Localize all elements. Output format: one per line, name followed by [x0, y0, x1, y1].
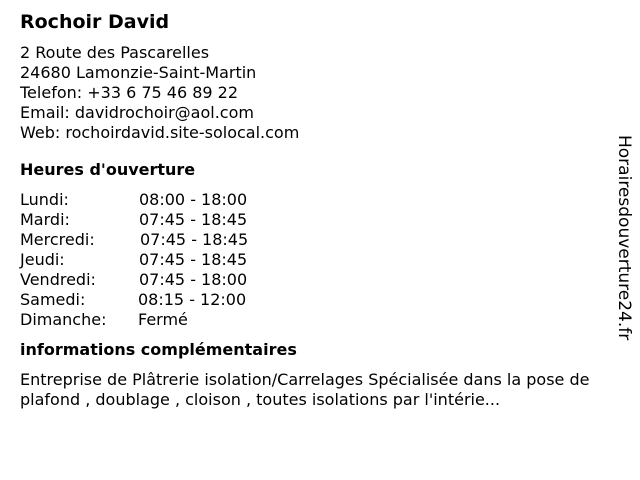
- business-name: Rochoir David: [20, 11, 170, 33]
- hours-day: Lundi:: [20, 190, 69, 209]
- hours-time: 08:00 - 18:00: [139, 190, 248, 209]
- hours-time: 08:15 - 12:00: [138, 290, 247, 309]
- hours-time: Fermé: [138, 310, 188, 329]
- hours-day: Mardi:: [20, 210, 70, 229]
- website-link[interactable]: Web: rochoirdavid.site-solocal.com: [20, 123, 300, 142]
- site-watermark: Horairesdouverture24.fr: [614, 135, 634, 341]
- hours-day: Jeudi:: [20, 250, 65, 269]
- hours-time: 07:45 - 18:45: [140, 230, 249, 249]
- address-street: 2 Route des Pascarelles: [20, 43, 210, 62]
- hours-time: 07:45 - 18:45: [139, 250, 248, 269]
- phone-number[interactable]: Telefon: +33 6 75 46 89 22: [20, 83, 239, 102]
- address-block: [20, 43, 610, 143]
- hours-day: Mercredi:: [20, 230, 95, 249]
- hours-row-samedi: [20, 290, 610, 310]
- hours-day: Vendredi:: [20, 270, 96, 289]
- hours-heading: Heures d'ouverture: [20, 160, 196, 179]
- hours-time: 07:45 - 18:00: [139, 270, 248, 289]
- hours-day: Dimanche:: [20, 310, 107, 329]
- info-description: Entreprise de Plâtrerie isolation/Carrelages Spécialisée dans la pose de plafond , doublage , cloison , toutes isolations par l'intérie...: [20, 370, 590, 409]
- hours-day: Samedi:: [20, 290, 86, 309]
- info-heading: informations complémentaires: [20, 340, 297, 359]
- hours-row-dimanche: [20, 310, 610, 330]
- hours-time: 07:45 - 18:45: [139, 210, 248, 229]
- business-card: [20, 10, 610, 410]
- address-city: 24680 Lamonzie-Saint-Martin: [20, 63, 257, 82]
- hours-row-mardi: [20, 210, 610, 230]
- hours-row-mercredi: [20, 230, 610, 250]
- hours-row-lundi: [20, 190, 610, 210]
- opening-hours-table: [20, 190, 610, 330]
- email-address[interactable]: Email: davidrochoir@aol.com: [20, 103, 254, 122]
- hours-row-vendredi: [20, 270, 610, 290]
- hours-row-jeudi: [20, 250, 610, 270]
